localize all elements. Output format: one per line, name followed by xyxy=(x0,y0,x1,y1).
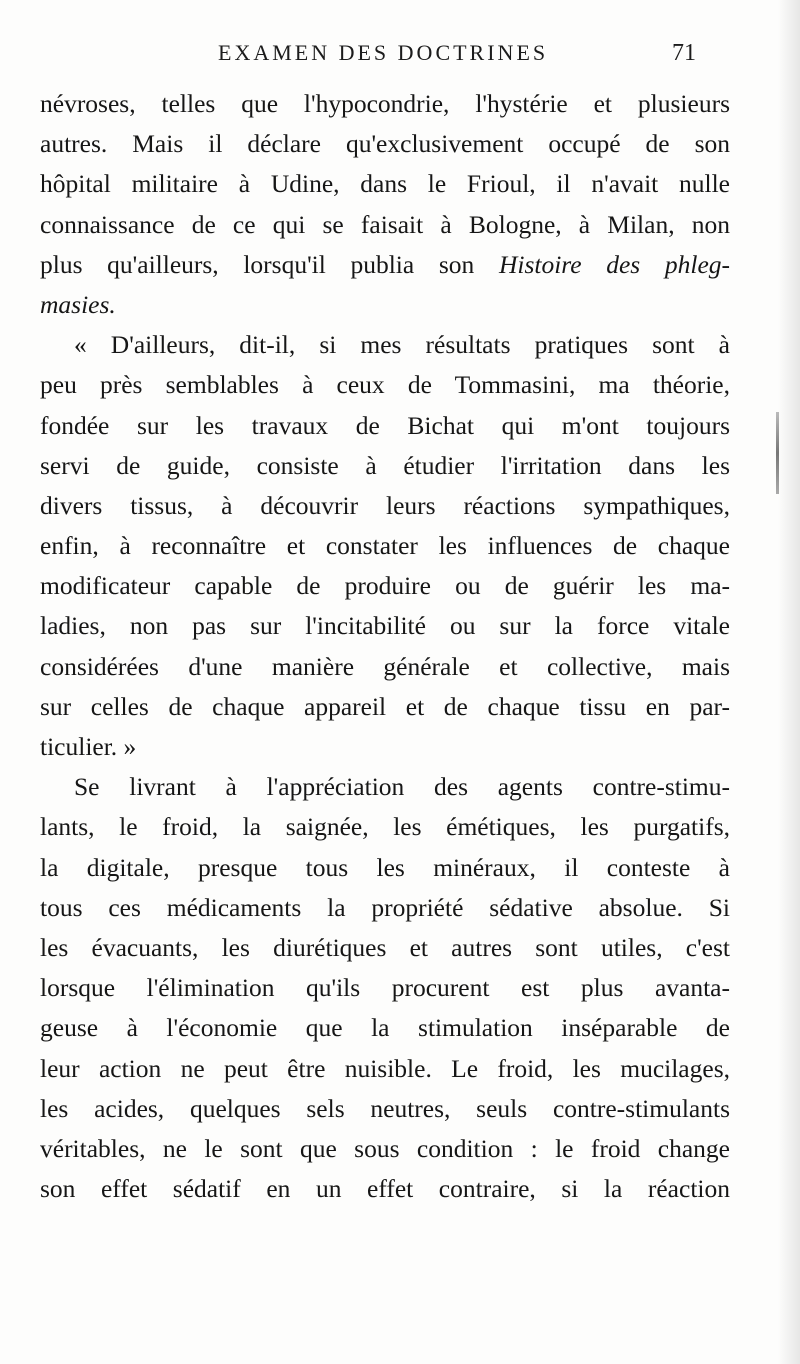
text-line: fondée sur les travaux de Bichat qui m'ont toujours xyxy=(40,410,730,440)
page-edge-shadow xyxy=(778,0,800,1364)
text-line: divers tissus, à découvrir leurs réactions sympathiques, xyxy=(40,490,730,520)
text-line: peu près semblables à ceux de Tommasini, ma théorie, xyxy=(40,370,730,400)
text-line: ladies, non pas sur l'incitabilité ou sur la force vitale xyxy=(40,611,730,641)
text-line: connaissance de ce qui se faisait à Bologne, à Milan, non xyxy=(40,209,730,239)
text-line: « D'ailleurs, dit-il, si mes résultats pratiques sont à xyxy=(74,330,730,360)
text-line: considérées d'une manière générale et collective, mais xyxy=(40,651,730,681)
text-line: sur celles de chaque appareil et de chaque tissu en par- xyxy=(40,691,730,721)
text-line: les acides, quelques sels neutres, seuls contre-stimulants xyxy=(40,1093,730,1123)
text-line: enfin, à reconnaître et constater les influences de chaque xyxy=(40,531,730,561)
text-line: geuse à l'économie que la stimulation inséparable de xyxy=(40,1013,730,1043)
page-number: 71 xyxy=(672,40,696,66)
page-header xyxy=(0,40,800,74)
text-line: Se livrant à l'appréciation des agents contre-stimu- xyxy=(74,772,730,802)
margin-mark xyxy=(776,412,779,494)
text-line: la digitale, presque tous les minéraux, il conteste à xyxy=(40,852,730,882)
text-line: lants, le froid, la saignée, les émétiques, les purgatifs, xyxy=(40,812,730,842)
text-line: véritables, ne le sont que sous condition : le froid change xyxy=(40,1133,730,1163)
text-line xyxy=(40,245,730,285)
running-title: EXAMEN DES DOCTRINES xyxy=(218,40,549,65)
text-line: ticulier. » xyxy=(40,732,137,761)
text-line: hôpital militaire à Udine, dans le Frioul, il n'avait nulle xyxy=(40,169,730,199)
text-line: servi de guide, consiste à étudier l'irritation dans les xyxy=(40,450,730,480)
text-line: modificateur capable de produire ou de guérir les ma- xyxy=(40,571,730,601)
body-text xyxy=(40,84,730,1209)
text-line: leur action ne peut être nuisible. Le froid, les mucilages, xyxy=(40,1053,730,1083)
text-line: névroses, telles que l'hypocondrie, l'hystérie et plusieurs xyxy=(40,89,730,118)
text-line: autres. Mais il déclare qu'exclusivement occupé de son xyxy=(40,129,730,159)
text-line: tous ces médicaments la propriété sédative absolue. Si xyxy=(40,892,730,922)
text-segment: plus qu'ailleurs, lorsqu'il publia son xyxy=(40,249,499,279)
text-line: masies. xyxy=(40,289,116,319)
italic-book-title: Histoire des phleg- xyxy=(498,249,730,279)
text-line: lorsque l'élimination qu'ils procurent est plus avanta- xyxy=(40,973,730,1003)
text-line: son effet sédatif en un effet contraire, si la réaction xyxy=(40,1174,730,1204)
text-line: les évacuants, les diurétiques et autres sont utiles, c'est xyxy=(40,932,730,962)
